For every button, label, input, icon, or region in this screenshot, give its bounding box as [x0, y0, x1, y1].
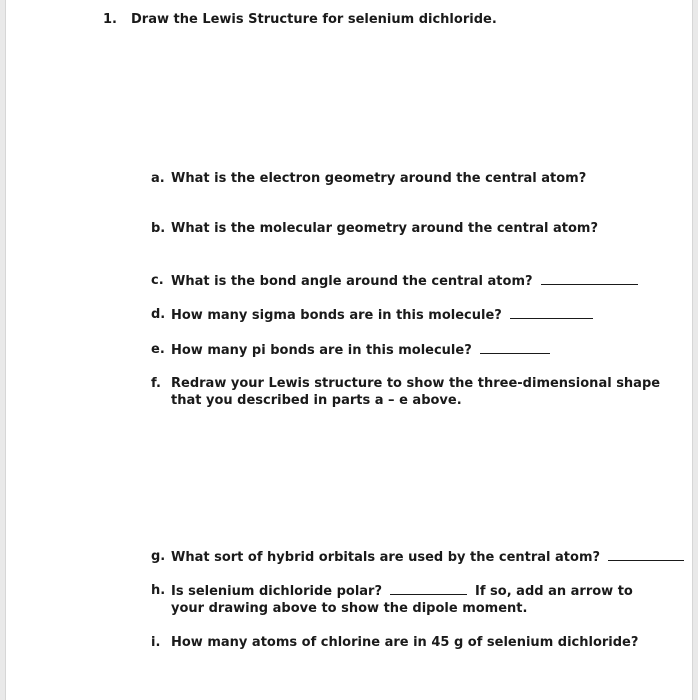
- item-c-text: What is the bond angle around the central atom?: [171, 274, 533, 289]
- answer-blank-g[interactable]: [608, 548, 684, 561]
- answer-blank-h[interactable]: [390, 582, 467, 595]
- worksheet-page: [5, 0, 693, 700]
- item-e-text: How many pi bonds are in this molecule?: [171, 343, 472, 358]
- item-h-text-part2: If so, add an arrow to: [475, 584, 633, 599]
- item-g-letter: g.: [151, 549, 166, 564]
- item-b-text: What is the molecular geometry around the central atom?: [171, 221, 598, 236]
- item-i-text: How many atoms of chlorine are in 45 g of selenium dichloride?: [171, 635, 639, 650]
- item-d-text: How many sigma bonds are in this molecule?: [171, 308, 502, 323]
- item-b-letter: b.: [151, 221, 166, 236]
- answer-blank-e[interactable]: [480, 341, 550, 354]
- item-g-text: What sort of hybrid orbitals are used by the central atom?: [171, 550, 601, 565]
- answer-blank-c[interactable]: [541, 272, 638, 285]
- item-i-letter: i.: [151, 635, 161, 650]
- question-number: 1.: [103, 12, 117, 27]
- item-h-text-part1: Is selenium dichloride polar?: [171, 584, 383, 599]
- item-f-letter: f.: [151, 376, 161, 391]
- answer-blank-d[interactable]: [510, 306, 593, 319]
- item-a-text: What is the electron geometry around the central atom?: [171, 171, 587, 186]
- item-f-line1: Redraw your Lewis structure to show the three-dimensional shape: [171, 376, 661, 391]
- item-h-line2: your drawing above to show the dipole moment.: [171, 601, 528, 616]
- item-e-letter: e.: [151, 342, 165, 357]
- item-c-letter: c.: [151, 273, 164, 288]
- item-a-letter: a.: [151, 171, 165, 186]
- item-f-line2: that you described in parts a – e above.: [171, 393, 462, 408]
- item-d-letter: d.: [151, 307, 166, 322]
- item-h-letter: h.: [151, 583, 166, 598]
- question-prompt: Draw the Lewis Structure for selenium dichloride.: [131, 12, 497, 27]
